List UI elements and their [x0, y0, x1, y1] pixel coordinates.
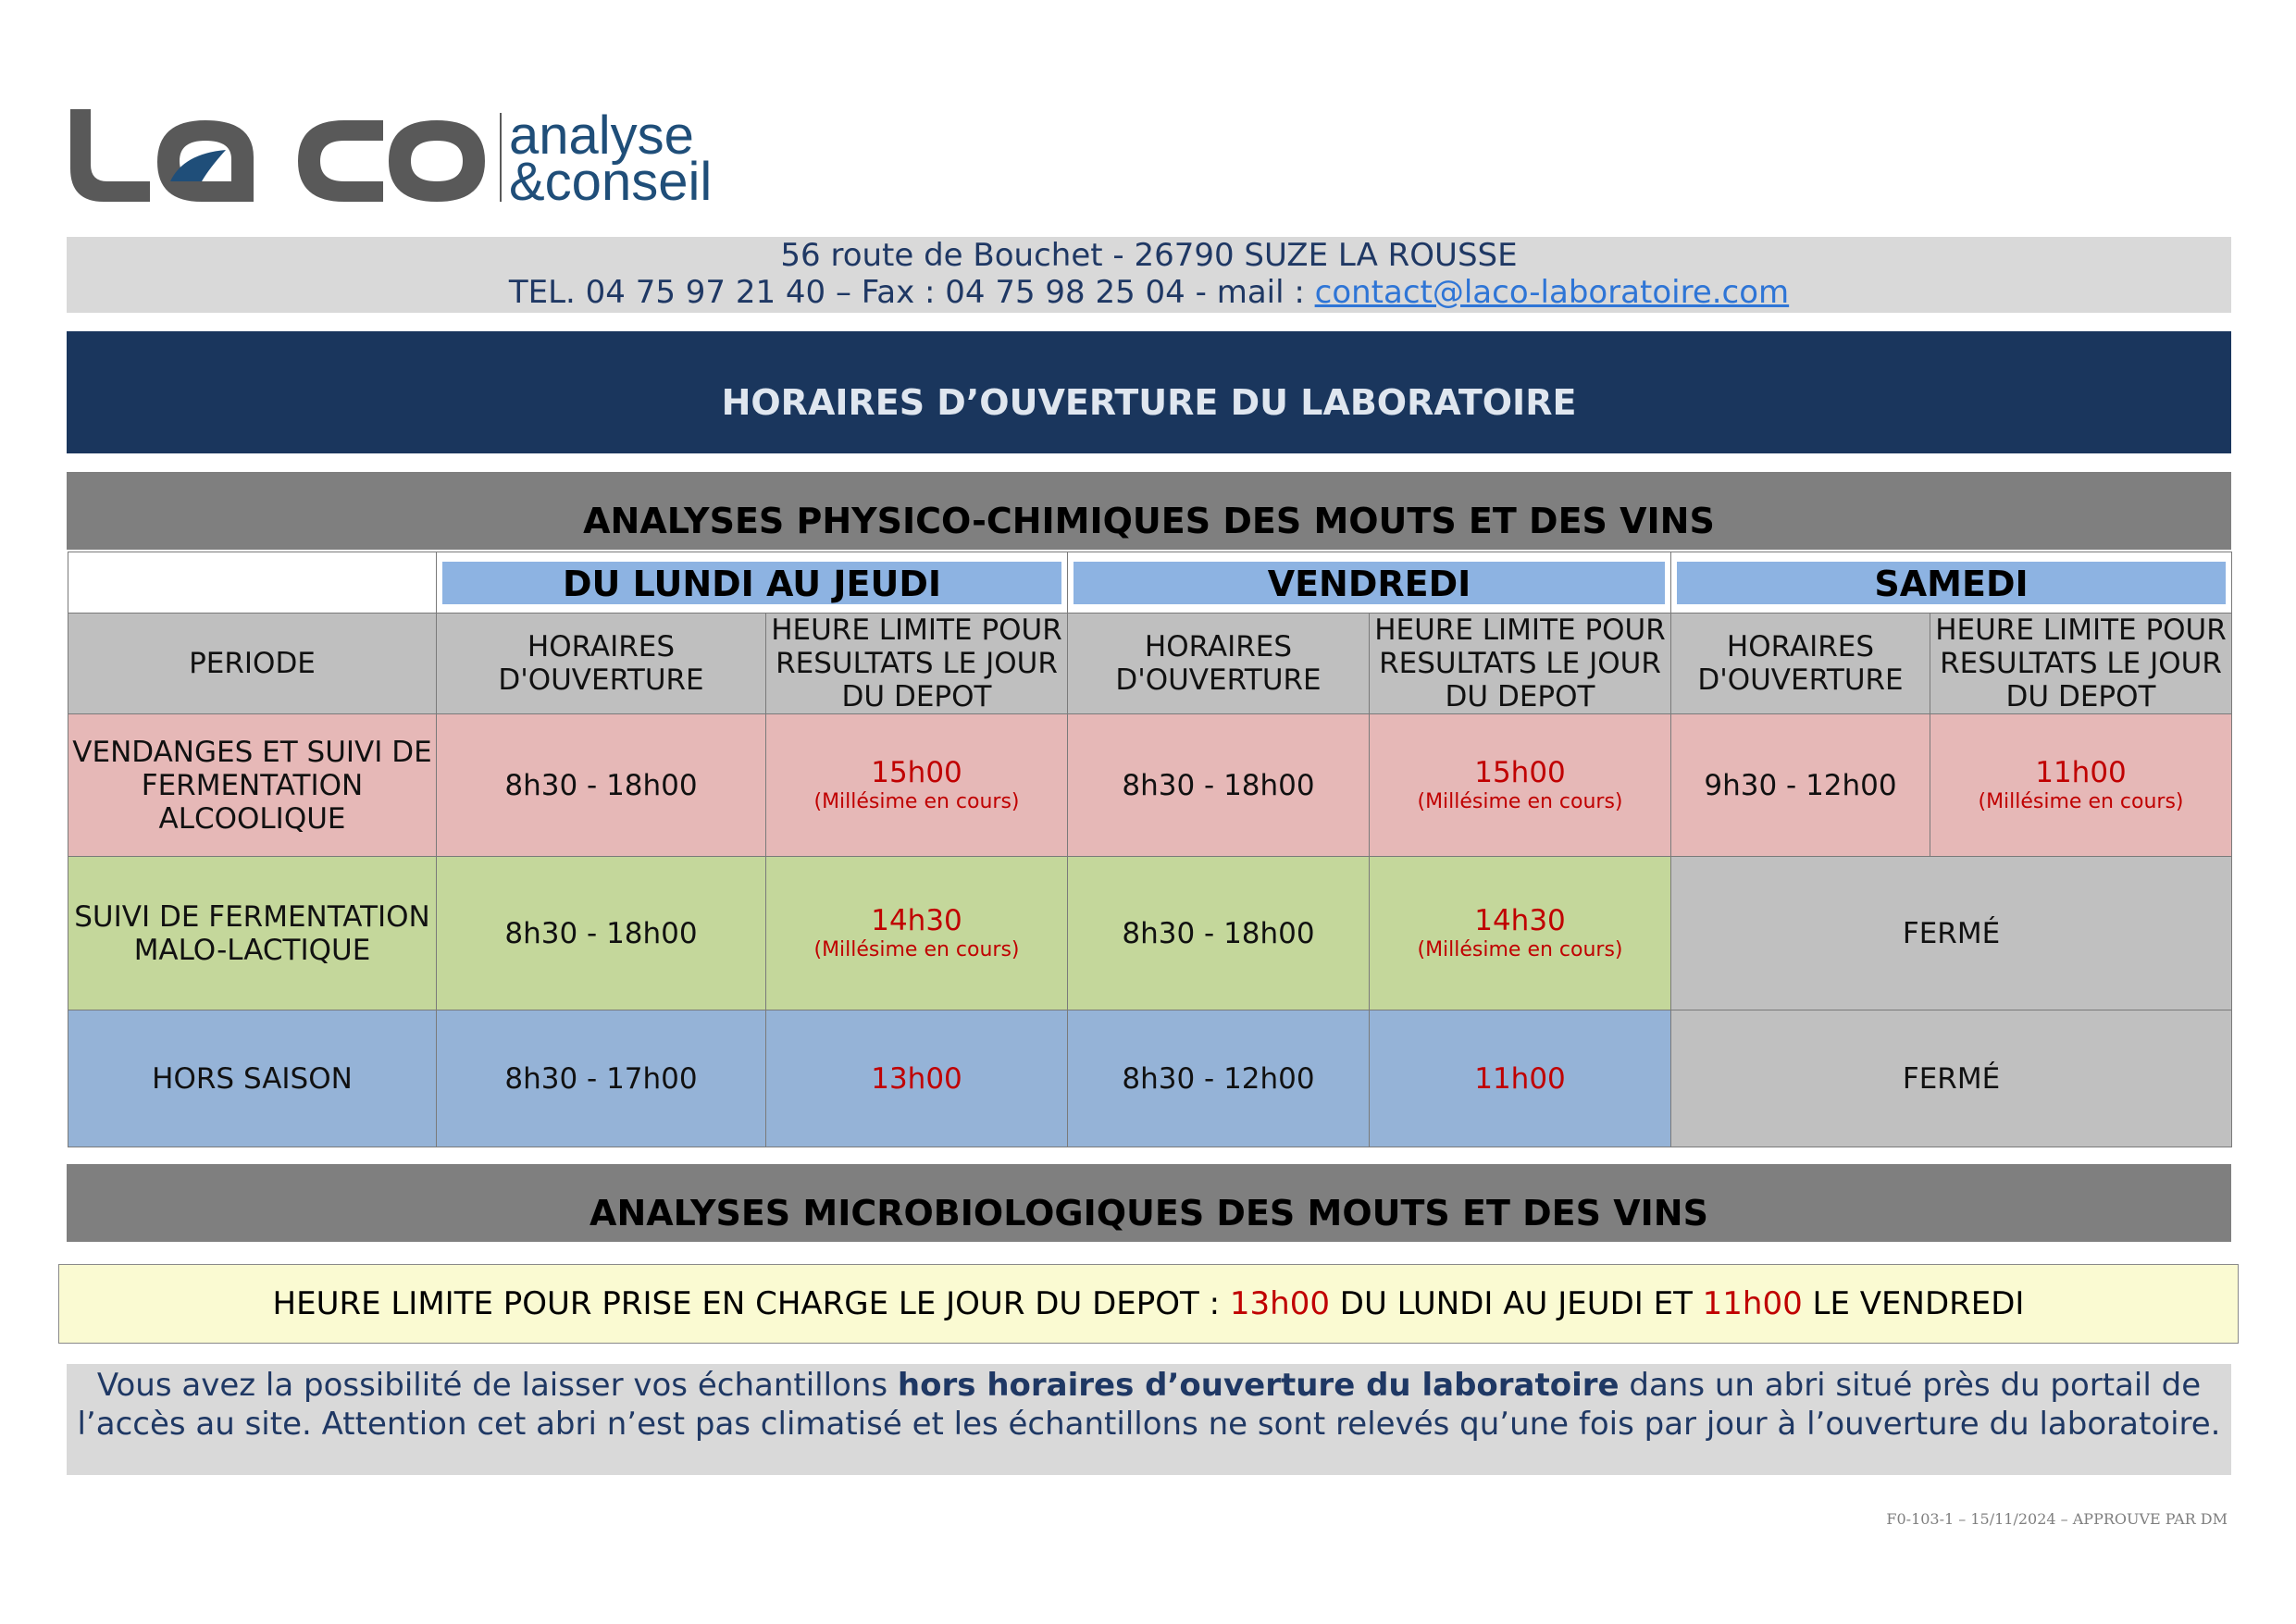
closed-cell: FERMÉ — [1671, 857, 2232, 1010]
period-label — [68, 714, 437, 857]
micro-time-mon-thu: 13h00 — [1229, 1285, 1330, 1322]
limit-time: 13h00 — [871, 1061, 962, 1096]
period-label-l3: ALCOOLIQUE — [158, 801, 346, 836]
limit-time-cell — [1370, 714, 1671, 857]
micro-middle: DU LUNDI AU JEUDI ET — [1329, 1285, 1703, 1322]
opening-header-l2: D'OUVERTURE — [498, 663, 704, 697]
row-vendanges — [68, 714, 2232, 857]
period-label — [68, 857, 437, 1010]
millesime-note: (Millésime en cours) — [813, 789, 1020, 813]
limit-header-l3: DU DEPOT — [1445, 680, 1595, 713]
day-header-row — [68, 552, 2232, 614]
limit-header-l1: HEURE LIMITE POUR — [1374, 614, 1666, 647]
phone-line — [67, 274, 2231, 311]
phone-fax-text: TEL. 04 75 97 21 40 – Fax : 04 75 98 25 04 - mail : — [508, 274, 1315, 311]
info-text-1: Vous avez la possibilité de laisser vos échantillons — [96, 1367, 898, 1404]
info-text-2: dans un abri situé près du portail de — [1619, 1367, 2202, 1404]
contact-band — [67, 237, 2231, 313]
micro-limit-box — [58, 1264, 2239, 1344]
millesime-note: (Millésime en cours) — [1417, 937, 1623, 961]
limit-time-cell — [1930, 714, 2232, 857]
period-label-l2: MALO-LACTIQUE — [133, 933, 371, 967]
limit-time-cell — [1370, 1010, 1671, 1147]
micro-suffix: LE VENDREDI — [1802, 1285, 2025, 1322]
limit-time: 15h00 — [1474, 755, 1566, 789]
row-hors-saison — [68, 1010, 2232, 1147]
periode-header: PERIODE — [68, 614, 437, 714]
day-label-fri: VENDREDI — [1074, 562, 1665, 604]
row-malo — [68, 857, 2232, 1010]
limit-time: 14h30 — [871, 903, 962, 937]
opening-header — [1068, 614, 1370, 714]
empty-corner-cell — [68, 552, 437, 614]
limit-header-l2: RESULTATS LE JOUR — [776, 647, 1058, 680]
opening-hours-cell: 8h30 - 17h00 — [437, 1010, 766, 1147]
opening-header — [437, 614, 766, 714]
schedule-table — [68, 552, 2232, 1147]
document-reference: F0-103-1 – 15/11/2024 – APPROUVE PAR DM — [1886, 1510, 2228, 1528]
info-line-2: l’accès au site. Attention cet abri n’est pas climatisé et les échantillons ne sont relevés qu’une fois par jour à l’ouverture du laboratoire. — [77, 1406, 2221, 1443]
info-line-1 — [67, 1366, 2231, 1405]
limit-header-l3: DU DEPOT — [2005, 680, 2156, 713]
opening-header-l2: D'OUVERTURE — [1697, 663, 1904, 697]
laco-logo — [67, 100, 713, 212]
period-label-l1: VENDANGES ET SUIVI DE — [72, 735, 432, 769]
opening-hours-cell: 9h30 - 12h00 — [1671, 714, 1930, 857]
millesime-note: (Millésime en cours) — [1417, 789, 1623, 813]
limit-header — [1930, 614, 2232, 714]
limit-header-l1: HEURE LIMITE POUR — [1935, 614, 2227, 647]
email-link[interactable]: contact@laco-laboratoire.com — [1314, 274, 1790, 311]
day-header-mon-thu — [437, 552, 1068, 614]
day-header-sat — [1671, 552, 2232, 614]
closed-cell: FERMÉ — [1671, 1010, 2232, 1147]
section-micro-heading: ANALYSES MICROBIOLOGIQUES DES MOUTS ET DES VINS — [67, 1164, 2231, 1242]
period-label-l2: FERMENTATION — [141, 768, 364, 802]
subheader-row — [68, 614, 2232, 714]
opening-header-l1: HORAIRES — [1144, 630, 1293, 663]
opening-header-l2: D'OUVERTURE — [1115, 663, 1322, 697]
period-label: HORS SAISON — [68, 1010, 437, 1147]
opening-hours-cell: 8h30 - 18h00 — [437, 714, 766, 857]
drop-off-info — [67, 1364, 2231, 1475]
limit-header — [766, 614, 1068, 714]
address-line: 56 route de Bouchet - 26790 SUZE LA ROUSSE — [780, 237, 1518, 274]
opening-header-l1: HORAIRES — [527, 630, 676, 663]
opening-header-l1: HORAIRES — [1726, 630, 1875, 663]
limit-header-l2: RESULTATS LE JOUR — [1379, 647, 1661, 680]
limit-time: 11h00 — [2035, 755, 2127, 789]
limit-header-l1: HEURE LIMITE POUR — [771, 614, 1062, 647]
opening-hours-cell: 8h30 - 18h00 — [437, 857, 766, 1010]
page-title: HORAIRES D’OUVERTURE DU LABORATOIRE — [67, 331, 2231, 453]
limit-time-cell — [1370, 857, 1671, 1010]
limit-header-l3: DU DEPOT — [841, 680, 992, 713]
limit-time: 15h00 — [871, 755, 962, 789]
opening-hours-cell: 8h30 - 12h00 — [1068, 1010, 1370, 1147]
day-label-mon-thu: DU LUNDI AU JEUDI — [442, 562, 1061, 604]
period-label-l1: SUIVI DE FERMENTATION — [74, 899, 430, 934]
micro-time-fri: 11h00 — [1702, 1285, 1803, 1322]
logo-text-analyse: analyse — [509, 105, 694, 166]
day-label-sat: SAMEDI — [1677, 562, 2226, 604]
limit-time-cell — [766, 1010, 1068, 1147]
info-bold-text: hors horaires d’ouverture du laboratoire — [897, 1367, 1620, 1404]
limit-time: 14h30 — [1474, 903, 1566, 937]
limit-header — [1370, 614, 1671, 714]
opening-hours-cell: 8h30 - 18h00 — [1068, 714, 1370, 857]
limit-time-cell — [766, 714, 1068, 857]
opening-hours-cell: 8h30 - 18h00 — [1068, 857, 1370, 1010]
opening-header — [1671, 614, 1930, 714]
section-physico-heading: ANALYSES PHYSICO-CHIMIQUES DES MOUTS ET DES VINS — [67, 472, 2231, 550]
millesime-note: (Millésime en cours) — [813, 937, 1020, 961]
micro-prefix: HEURE LIMITE POUR PRISE EN CHARGE LE JOUR DU DEPOT : — [272, 1285, 1230, 1322]
limit-header-l2: RESULTATS LE JOUR — [1940, 647, 2222, 680]
millesime-note: (Millésime en cours) — [1978, 789, 2184, 813]
logo-text-conseil: &conseil — [509, 152, 713, 212]
limit-time-cell — [766, 857, 1068, 1010]
limit-time: 11h00 — [1474, 1061, 1566, 1096]
day-header-fri — [1068, 552, 1671, 614]
